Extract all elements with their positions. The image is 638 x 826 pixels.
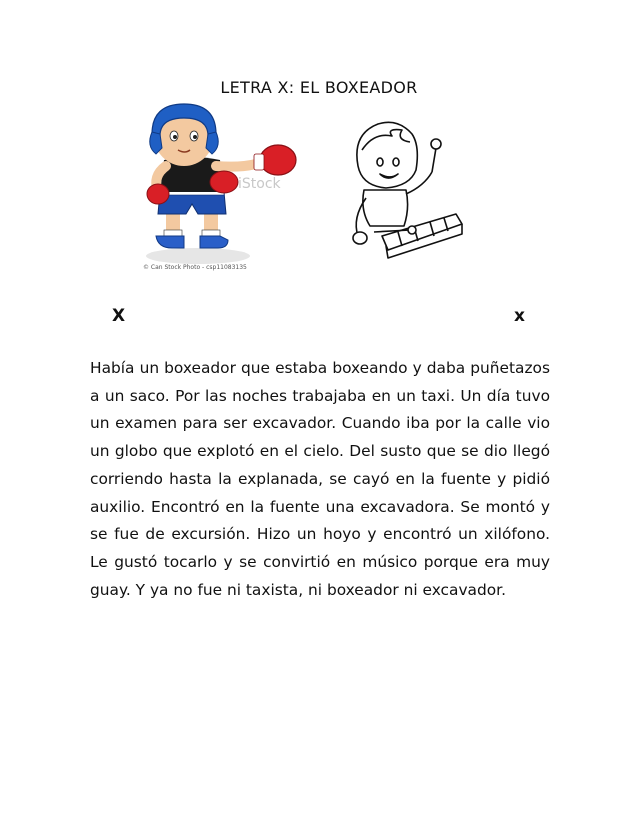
front-glove [210, 171, 238, 193]
right-shoe [200, 236, 228, 248]
story-paragraph: Había un boxeador que estaba boxeando y daba puñetazos a un saco. Por las noches trabajaba en un taxi. Un día tuvo un examen para ser excavador. Cuando iba por la calle vio un globo que explotó en el cielo. Del susto que se dio llegó corriendo hasta la explanada, se cayó en la fuente y pidió auxilio. Encontró en la fuente una excavadora. Se montó y se fue de excursión. Hizo un hoyo y encontró un xilófono. Le gustó tocarlo y se convirtió en músico porque era muy guay. Y ya no fue ni taxista, ni boxeador ni excavador. [90, 359, 550, 599]
ground-shadow [146, 248, 250, 264]
xylophone-child-illustration [340, 110, 464, 270]
mallet-head [431, 139, 441, 149]
boxer-illustration [128, 96, 308, 280]
left-glove [147, 184, 169, 204]
watermark: iStock [238, 176, 281, 192]
page-title [0, 78, 638, 97]
image-credit: © Can Stock Photo - csp11083135 [143, 264, 247, 271]
mallet [432, 148, 436, 172]
letter-uppercase: X [112, 306, 126, 326]
right-glove [260, 145, 296, 175]
child-body [363, 190, 408, 226]
left-shoe [156, 236, 184, 248]
letter-lowercase: x [514, 306, 525, 326]
page-title-text: LETRA X: EL BOXEADOR [220, 78, 418, 97]
